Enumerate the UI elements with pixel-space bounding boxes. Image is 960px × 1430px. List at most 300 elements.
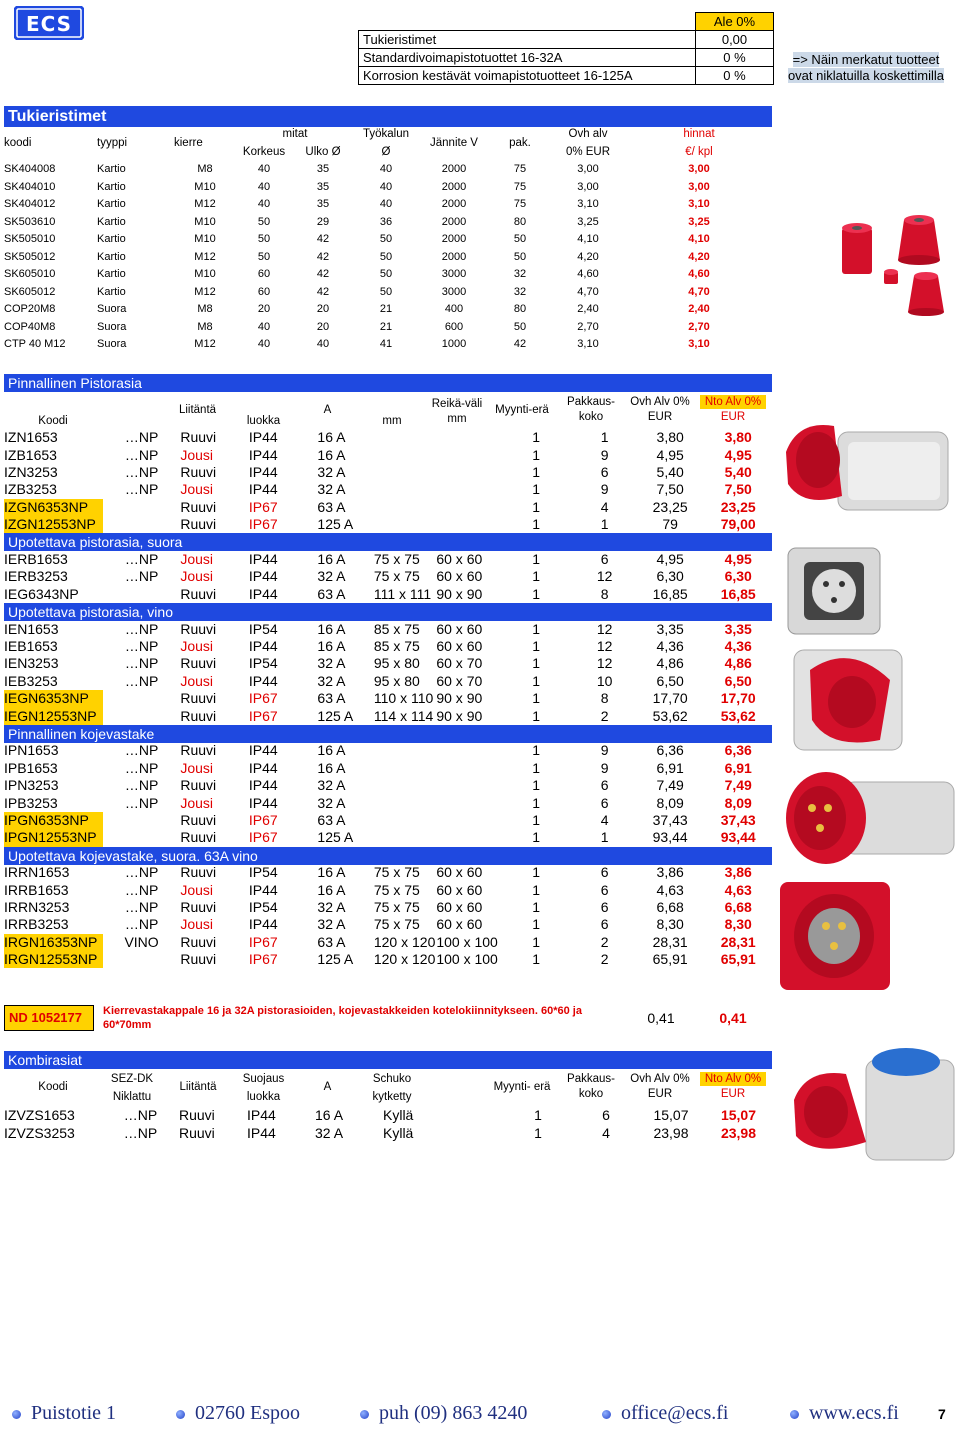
cell-price-nto: 4,20 — [688, 250, 710, 263]
cell-np: …NP — [124, 637, 159, 654]
cell-price-nto: 6,30 — [724, 568, 752, 585]
bullet-icon — [602, 1410, 611, 1419]
cell-connection: Ruuvi — [180, 655, 217, 672]
cell-code: IZVZS1653 — [4, 1107, 75, 1124]
product-group-table — [4, 864, 772, 968]
cell-code: CTP 40 M12 — [4, 338, 66, 351]
cell-current: 32 A — [317, 898, 346, 915]
insulator-image — [842, 223, 872, 274]
cell-np — [103, 829, 181, 846]
cell-ip-class: IP44 — [247, 1124, 276, 1141]
cell-current: 63 A — [317, 498, 346, 515]
cell-sales-unit: 1 — [532, 463, 541, 480]
cell-size — [374, 464, 436, 481]
cell-price-ovh: 37,43 — [652, 811, 688, 828]
cell-tool-diameter: 50 — [379, 250, 393, 263]
table-row — [4, 551, 772, 568]
cell-thread: M8 — [197, 320, 213, 333]
cell-code: IEGN12553NP — [4, 707, 103, 724]
footer-email-item — [602, 1402, 728, 1425]
cell-current: 63 A — [317, 690, 346, 707]
header-reikavali-mm: mm — [447, 413, 467, 425]
cell-thread: M12 — [194, 198, 216, 211]
nickel-note — [776, 52, 956, 84]
cell-price-nto: 2,40 — [688, 303, 710, 316]
cell-outer-diameter: 20 — [316, 320, 330, 333]
cell-connection: Ruuvi — [180, 516, 217, 533]
cell-ip-class: IP54 — [248, 655, 278, 672]
cell-height: 40 — [257, 320, 271, 333]
table-row — [4, 586, 772, 603]
cell-price-ovh: 3,00 — [577, 180, 599, 193]
cell-price-ovh: 4,70 — [577, 285, 599, 298]
cell-current: 16 A — [317, 637, 346, 654]
tukieristimet-table — [4, 125, 772, 354]
cell-code: IPGN12553NP — [4, 829, 103, 846]
bullet-icon — [360, 1410, 369, 1419]
cell-np — [103, 951, 181, 968]
cell-pack-size: 12 — [596, 637, 613, 654]
cell-hole-spacing: 60 x 60 — [436, 864, 483, 881]
cell-price-nto: 3,35 — [724, 620, 752, 637]
cell-voltage: 3000 — [441, 285, 467, 298]
cell-ip-class: IP67 — [248, 811, 278, 828]
cell-price-ovh: 4,20 — [577, 250, 599, 263]
cell-price-nto: 6,36 — [724, 742, 752, 759]
cell-current: 125 A — [317, 829, 354, 846]
discount-value: 0,00 — [696, 31, 774, 49]
cell-ip-class: IP67 — [248, 933, 278, 950]
cell-connection: Ruuvi — [180, 585, 217, 602]
cell-size — [374, 760, 436, 777]
cell-connection: Ruuvi — [180, 498, 217, 515]
cell-hole-spacing: 100 x 100 — [436, 933, 498, 950]
cell-size: 114 x 114 — [373, 707, 434, 724]
cell-code: IEB1653 — [4, 637, 58, 654]
cell-height: 20 — [257, 303, 271, 316]
cell-hole-spacing — [436, 429, 498, 446]
cell-pack-size: 1 — [600, 516, 609, 533]
header-koodi: Koodi — [38, 1081, 68, 1093]
cell-sales-unit: 1 — [532, 690, 541, 707]
page-number: 7 — [938, 1406, 946, 1422]
cell-current: 16 A — [317, 446, 346, 463]
table-row — [4, 464, 772, 481]
cell-code: IRGN12553NP — [4, 951, 103, 968]
cell-code: SK605010 — [4, 268, 56, 281]
cell-connection: Jousi — [180, 672, 214, 689]
cell-sales-unit: 1 — [534, 1107, 542, 1124]
cell-height: 40 — [257, 198, 271, 211]
cell-code: IZVZS3253 — [4, 1124, 75, 1141]
header-ovh-eur: EUR — [647, 411, 673, 423]
cell-price-ovh: 6,68 — [656, 898, 684, 915]
cell-pack: 75 — [513, 163, 527, 176]
cell-schuko: Kyllä — [383, 1107, 414, 1124]
cell-code: IRRN3253 — [4, 898, 70, 915]
header-ovh-eur: EUR — [647, 1088, 673, 1100]
cell-ip-class: IP44 — [248, 759, 278, 776]
cell-price-ovh: 3,00 — [577, 163, 599, 176]
cell-price-ovh: 8,30 — [656, 916, 684, 933]
cell-height: 60 — [257, 268, 271, 281]
cell-np: …NP — [124, 742, 159, 759]
cell-price-nto: 4,60 — [688, 268, 710, 281]
cell-sales-unit: 1 — [534, 1124, 542, 1141]
cell-outer-diameter: 42 — [316, 268, 330, 281]
header-hinnat-unit: €/ kpl — [685, 145, 713, 158]
cell-pack-size: 6 — [600, 550, 609, 567]
cell-connection: Ruuvi — [180, 864, 217, 881]
cell-height: 50 — [257, 233, 271, 246]
header-mitat: mitat — [282, 127, 308, 140]
cell-outer-diameter: 42 — [316, 250, 330, 263]
table-row — [4, 499, 772, 516]
cell-np: …NP — [124, 481, 159, 498]
table-row — [4, 266, 772, 284]
cell-np: …NP — [124, 620, 159, 637]
insulator-image — [908, 272, 944, 316]
discount-value: 0 % — [696, 67, 774, 85]
cell-sales-unit: 1 — [532, 811, 541, 828]
product-group-table — [4, 551, 772, 603]
cell-price-nto: 23,25 — [720, 498, 756, 515]
cell-outer-diameter: 35 — [316, 163, 330, 176]
cell-code: SK505012 — [4, 250, 56, 263]
table-row — [4, 934, 772, 951]
cell-price-nto: 37,43 — [720, 811, 756, 828]
cell-pack: 50 — [513, 250, 527, 263]
table-row — [4, 707, 772, 724]
cell-price-ovh: 93,44 — [652, 829, 688, 846]
group-title: Upotettava kojevastake, suora. 63A vino — [4, 847, 772, 865]
cell-pack-size: 9 — [600, 446, 609, 463]
cell-tool-diameter: 40 — [379, 198, 393, 211]
table-row — [4, 777, 772, 794]
cell-size — [374, 742, 436, 759]
cell-outer-diameter: 35 — [316, 180, 330, 193]
cell-current: 63 A — [317, 811, 346, 828]
cell-code: IRGN16353NP — [4, 934, 103, 951]
cell-ip-class: IP67 — [248, 498, 278, 515]
header-liitanta: Liitäntä — [178, 404, 217, 416]
cell-size: 95 x 80 — [373, 672, 420, 689]
cell-code: IPN1653 — [4, 742, 59, 759]
cell-ip-class: IP44 — [248, 881, 278, 898]
cell-np: …NP — [123, 1124, 158, 1141]
footer-address: Puistotie 1 — [31, 1402, 117, 1424]
cell-sales-unit: 1 — [532, 777, 541, 794]
cell-code: IZB3253 — [4, 481, 57, 498]
cell-code: IZGN12553NP — [4, 516, 103, 533]
cell-pack-size: 1 — [600, 429, 609, 446]
cell-connection: Ruuvi — [179, 1124, 215, 1141]
cell-thread: M10 — [194, 180, 216, 193]
cell-type: Suora — [97, 338, 127, 351]
flush-plug-image — [770, 870, 910, 1000]
cell-outer-diameter: 40 — [316, 338, 330, 351]
cell-hole-spacing: 60 x 60 — [436, 568, 483, 585]
cell-price-ovh: 15,07 — [653, 1107, 689, 1124]
cell-size: 85 x 75 — [373, 637, 420, 654]
footer-phone: puh (09) 863 4240 — [379, 1402, 528, 1424]
cell-pack: 75 — [513, 180, 527, 193]
cell-price-ovh: 4,36 — [656, 637, 684, 654]
cell-sales-unit: 1 — [532, 829, 541, 846]
cell-np: …NP — [124, 864, 159, 881]
cell-price-nto: 4,70 — [688, 285, 710, 298]
cell-hole-spacing: 60 x 60 — [436, 898, 483, 915]
header-liitanta: Liitäntä — [179, 1081, 217, 1093]
cell-size: 75 x 75 — [373, 916, 420, 933]
cell-sales-unit: 1 — [532, 498, 541, 515]
cell-type: Kartio — [97, 250, 126, 263]
section-title-tukieristimet: Tukieristimet — [4, 106, 772, 127]
header-reikavali: Reikä-väli — [431, 398, 483, 410]
header-sez: SEZ-DK — [110, 1073, 154, 1085]
cell-connection: Ruuvi — [180, 742, 217, 759]
cell-pack-size: 2 — [600, 933, 609, 950]
cell-code: IEG6343NP — [4, 585, 79, 602]
table-row — [4, 638, 772, 655]
cell-price-nto: 65,91 — [720, 951, 756, 968]
header-koodi: Koodi — [38, 415, 68, 427]
cell-hole-spacing — [436, 829, 498, 846]
cell-size — [374, 516, 436, 533]
table-row — [4, 336, 772, 354]
bullet-icon — [12, 1410, 21, 1419]
cell-connection: Jousi — [180, 568, 214, 585]
cell-code: COP20M8 — [4, 303, 56, 316]
cell-price-nto: 4,86 — [724, 655, 752, 672]
cell-ip-class: IP67 — [248, 951, 278, 968]
header-hinnat: hinnat — [683, 127, 715, 140]
cell-connection: Ruuvi — [179, 1107, 215, 1124]
header-pakkaus: Pakkaus- — [567, 396, 615, 408]
table-row — [4, 690, 772, 707]
cell-pack-size: 8 — [600, 690, 609, 707]
cell-current: 16 A — [317, 881, 346, 898]
cell-sales-unit: 1 — [532, 742, 541, 759]
cell-sales-unit: 1 — [532, 898, 541, 915]
cell-hole-spacing — [436, 499, 498, 516]
cell-sales-unit: 1 — [532, 759, 541, 776]
cell-tool-diameter: 50 — [379, 233, 393, 246]
bullet-icon — [176, 1410, 185, 1419]
cell-np: …NP — [124, 655, 159, 672]
cell-height: 50 — [257, 215, 271, 228]
cell-price-ovh: 4,63 — [656, 881, 684, 898]
header-ulko: Ulko Ø — [305, 145, 341, 158]
kombi-table — [4, 1107, 772, 1142]
cell-sales-unit: 1 — [532, 655, 541, 672]
cell-code: COP40M8 — [4, 320, 56, 333]
table-row — [4, 881, 772, 898]
cell-current: 125 A — [317, 516, 354, 533]
cell-current: 63 A — [317, 585, 346, 602]
header-koko: koko — [578, 411, 604, 423]
cell-current: 32 A — [317, 481, 346, 498]
cell-current: 16 A — [317, 550, 346, 567]
cell-price-nto: 23,98 — [720, 1124, 757, 1141]
cell-price-nto: 4,95 — [724, 446, 752, 463]
cell-voltage: 400 — [444, 303, 464, 316]
cell-type: Suora — [97, 303, 127, 316]
cell-size: 111 x 111 — [373, 585, 432, 602]
cell-pack-size: 12 — [596, 620, 613, 637]
cell-height: 40 — [257, 163, 271, 176]
table-row — [4, 673, 772, 690]
cell-hole-spacing — [436, 812, 498, 829]
header-nto: Nto Alv 0% — [700, 395, 766, 409]
cell-connection: Ruuvi — [180, 690, 217, 707]
cell-hole-spacing: 60 x 60 — [436, 881, 483, 898]
header-mm: mm — [382, 415, 402, 427]
cell-price-nto: 8,09 — [724, 794, 752, 811]
cell-code: IEGN6353NP — [4, 690, 103, 707]
header-korkeus: Korkeus — [242, 145, 286, 158]
cell-connection: Ruuvi — [180, 620, 217, 637]
cell-pack-size: 1 — [600, 829, 609, 846]
cell-size: 120 x 120 — [373, 933, 436, 950]
cell-type: Suora — [97, 320, 127, 333]
cell-np: …NP — [124, 550, 159, 567]
cell-price-ovh: 53,62 — [652, 707, 688, 724]
cell-np: …NP — [124, 898, 159, 915]
cell-size: 120 x 120 — [373, 951, 436, 968]
group-title: Upotettava pistorasia, suora — [4, 533, 772, 551]
cell-price-ovh: 16,85 — [652, 585, 688, 602]
cell-code: IRRB1653 — [4, 881, 69, 898]
group-title: Upotettava pistorasia, vino — [4, 603, 772, 621]
cell-connection: Jousi — [180, 481, 214, 498]
cell-height: 40 — [257, 338, 271, 351]
cell-price-nto: 4,10 — [688, 233, 710, 246]
cell-tool-diameter: 40 — [379, 180, 393, 193]
cell-connection: Ruuvi — [180, 829, 217, 846]
cell-hole-spacing — [436, 446, 498, 463]
cell-sales-unit: 1 — [532, 585, 541, 602]
table-row — [4, 196, 772, 214]
cell-price-ovh: 3,25 — [577, 215, 599, 228]
cell-price-ovh: 3,80 — [656, 429, 684, 446]
cell-hole-spacing — [436, 794, 498, 811]
surface-plug-image — [780, 760, 960, 870]
cell-np: …NP — [124, 794, 159, 811]
cell-code: SK605012 — [4, 285, 56, 298]
table-row — [4, 161, 772, 179]
product-group-table — [4, 742, 772, 846]
cell-price-nto: 4,36 — [724, 637, 752, 654]
cell-hole-spacing: 60 x 60 — [436, 637, 483, 654]
table-row — [4, 214, 772, 232]
cell-schuko: Kyllä — [383, 1124, 414, 1141]
cell-price-nto: 15,07 — [720, 1107, 757, 1124]
header-ovh: Ovh Alv 0% — [630, 396, 690, 408]
cell-price-ovh: 6,50 — [656, 672, 684, 689]
cell-code: IERB3253 — [4, 568, 68, 585]
cell-current: 32 A — [317, 672, 346, 689]
cell-ip-class: IP44 — [248, 777, 278, 794]
cell-sales-unit: 1 — [532, 864, 541, 881]
cell-price-ovh: 4,86 — [656, 655, 684, 672]
cell-voltage: 2000 — [441, 198, 467, 211]
cell-pack: 32 — [513, 268, 527, 281]
cell-outer-diameter: 35 — [316, 198, 330, 211]
ecs-logo — [12, 4, 86, 42]
cell-price-nto: 53,62 — [720, 707, 756, 724]
footer-address-item — [12, 1402, 116, 1425]
cell-pack: 80 — [513, 215, 527, 228]
cell-pack-size: 12 — [596, 655, 613, 672]
cell-pack-size: 4 — [602, 1124, 610, 1141]
cell-np: …NP — [124, 463, 159, 480]
table-row — [4, 481, 772, 498]
cell-pack-size: 6 — [600, 916, 609, 933]
cell-np: …NP — [124, 759, 159, 776]
header-ovh: Ovh alv — [568, 127, 608, 140]
cell-connection: Ruuvi — [180, 777, 217, 794]
cell-price-ovh: 4,95 — [656, 550, 684, 567]
cell-sales-unit: 1 — [532, 481, 541, 498]
cell-price-ovh: 4,10 — [577, 233, 599, 246]
cell-hole-spacing: 60 x 60 — [436, 550, 483, 567]
cell-price-ovh: 3,10 — [577, 198, 599, 211]
surface-socket-image — [778, 412, 960, 522]
cell-ip-class: IP44 — [248, 637, 278, 654]
cell-pack-size: 6 — [600, 777, 609, 794]
cell-tool-diameter: 21 — [379, 303, 393, 316]
cell-connection: Ruuvi — [180, 933, 217, 950]
cell-price-ovh: 6,36 — [656, 742, 684, 759]
cell-np: …NP — [124, 777, 159, 794]
cell-pack-size: 6 — [600, 463, 609, 480]
cell-code: IZB1653 — [4, 446, 57, 463]
cell-sales-unit: 1 — [532, 620, 541, 637]
cell-tool-diameter: 40 — [379, 163, 393, 176]
cell-ip-class: IP44 — [248, 550, 278, 567]
cell-connection: Jousi — [180, 637, 214, 654]
cell-connection: Ruuvi — [180, 898, 217, 915]
bullet-icon — [790, 1410, 799, 1419]
cell-size: 110 x 110 — [373, 690, 434, 707]
cell-connection: Ruuvi — [180, 951, 217, 968]
cell-current: 16 A — [317, 429, 346, 446]
cell-price-nto: 6,91 — [724, 759, 752, 776]
cell-price-nto: 17,70 — [720, 690, 756, 707]
cell-sales-unit: 1 — [532, 446, 541, 463]
header-pakkaus: Pakkaus- — [567, 1073, 615, 1085]
cell-code: SK404012 — [4, 198, 56, 211]
header-niklattu: Niklattu — [112, 1091, 152, 1103]
header-luokka: luokka — [246, 415, 281, 427]
header-nto-eur: EUR — [720, 1088, 746, 1100]
cell-voltage: 2000 — [441, 250, 467, 263]
table-row — [4, 1124, 772, 1141]
cell-price-nto: 28,31 — [720, 933, 756, 950]
cell-type: Kartio — [97, 198, 126, 211]
cell-type: Kartio — [97, 215, 126, 228]
cell-price-ovh: 4,95 — [656, 446, 684, 463]
cell-price-nto: 4,63 — [724, 881, 752, 898]
cell-sales-unit: 1 — [532, 568, 541, 585]
cell-ip-class: IP54 — [248, 864, 278, 881]
cell-hole-spacing — [436, 760, 498, 777]
cell-thread: M10 — [194, 215, 216, 228]
cell-size — [374, 794, 436, 811]
cell-voltage: 2000 — [441, 180, 467, 193]
cell-outer-diameter: 29 — [316, 215, 330, 228]
